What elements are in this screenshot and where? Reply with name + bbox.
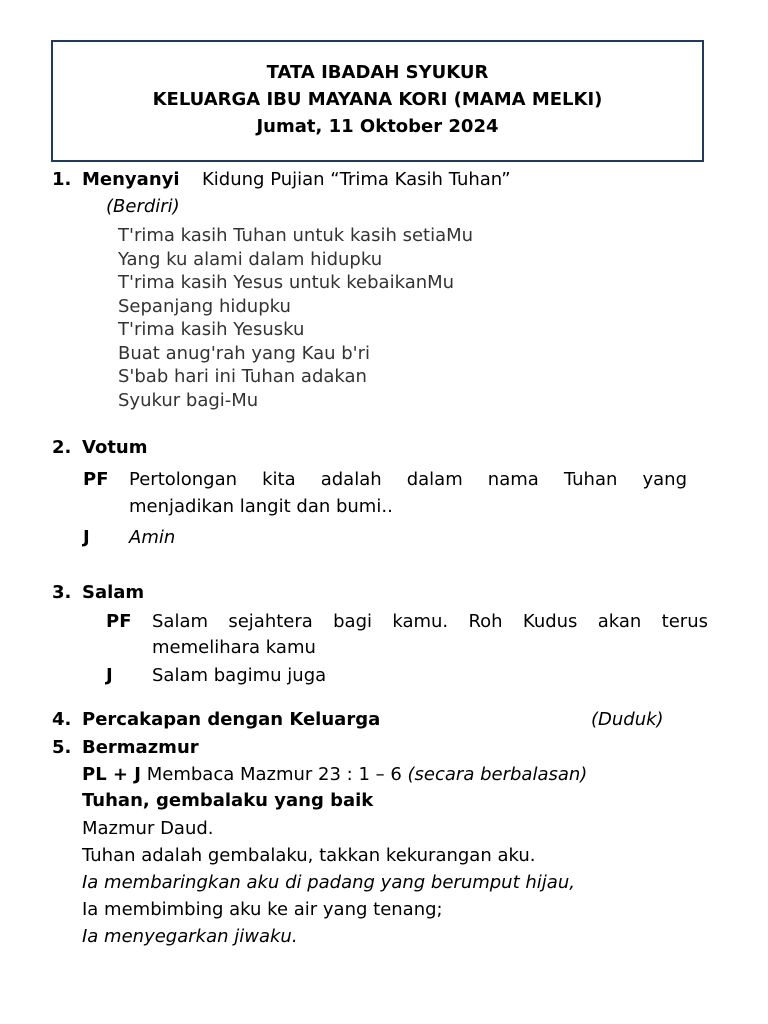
section-2-title: Votum	[82, 437, 148, 458]
section-1-number: 1.	[52, 169, 72, 190]
section-5-reader-label: PL + J	[82, 764, 141, 785]
section-2-j-text: Amin	[129, 527, 176, 548]
psalm-title: Tuhan, gembalaku yang baik	[82, 790, 374, 811]
section-5-title: Bermazmur	[82, 737, 199, 758]
song-lyrics	[118, 224, 473, 412]
lyric-line: Buat anug'rah yang Kau b'ri	[118, 342, 371, 364]
section-3-pf-label: PF	[106, 611, 132, 632]
section-1-song: Kidung Pujian “Trima Kasih Tuhan”	[202, 169, 511, 190]
section-5-reading-note: (secara berbalasan)	[407, 764, 588, 785]
section-2-pf-line-1: Pertolongan kita adalah dalam nama Tuhan yang	[129, 469, 687, 490]
section-3-pf-line-1: Salam sejahtera bagi kamu. Roh Kudus akan terus	[152, 611, 708, 632]
section-5-number: 5.	[52, 737, 72, 758]
section-2-pf-line-2: menjadikan langit dan bumi..	[129, 496, 393, 517]
psalm-line: Ia menyegarkan jiwaku.	[82, 926, 298, 947]
section-2-number: 2.	[52, 437, 72, 458]
section-3-title: Salam	[82, 582, 145, 603]
title-line-2: KELUARGA IBU MAYANA KORI (MAMA MELKI)	[152, 89, 603, 110]
lyric-line: T'rima kasih Tuhan untuk kasih setiaMu	[118, 225, 474, 246]
lyric-line: T'rima kasih Yesus untuk kebaikanMu	[118, 272, 455, 293]
title-line-3: Jumat, 11 Oktober 2024	[256, 116, 499, 137]
lyric-line: Syukur bagi-Mu	[118, 389, 259, 411]
section-3-j-label: J	[106, 665, 113, 686]
section-1-title: Menyanyi	[82, 169, 180, 190]
section-4-title: Percakapan dengan Keluarga	[82, 709, 381, 730]
psalm-line: Ia membimbing aku ke air yang tenang;	[82, 899, 443, 920]
section-4-posture: (Duduk)	[591, 709, 664, 730]
section-2-pf-label: PF	[83, 469, 109, 490]
section-5-reading-line	[82, 763, 587, 787]
lyric-line: T'rima kasih Yesusku	[118, 319, 305, 340]
lyric-line: S'bab hari ini Tuhan adakan	[118, 366, 367, 387]
title-box	[51, 40, 704, 162]
section-3-pf-line-2: memelihara kamu	[152, 637, 316, 658]
psalm-line: Ia membaringkan aku di padang yang berumput hijau,	[82, 872, 575, 893]
section-1-posture: (Berdiri)	[106, 196, 180, 217]
section-2-j-label: J	[83, 527, 90, 548]
section-5-reading: Membaca Mazmur 23 : 1 – 6	[146, 764, 402, 785]
section-4-number: 4.	[52, 709, 72, 730]
lyric-line: Yang ku alami dalam hidupku	[118, 248, 383, 270]
title-line-1: TATA IBADAH SYUKUR	[266, 62, 489, 83]
section-3-number: 3.	[52, 582, 72, 603]
psalm-line: Tuhan adalah gembalaku, takkan kekurangan aku.	[82, 845, 536, 866]
section-3-j-text: Salam bagimu juga	[152, 665, 327, 686]
lyric-line: Sepanjang hidupku	[118, 295, 291, 317]
psalm-line: Mazmur Daud.	[82, 818, 214, 839]
